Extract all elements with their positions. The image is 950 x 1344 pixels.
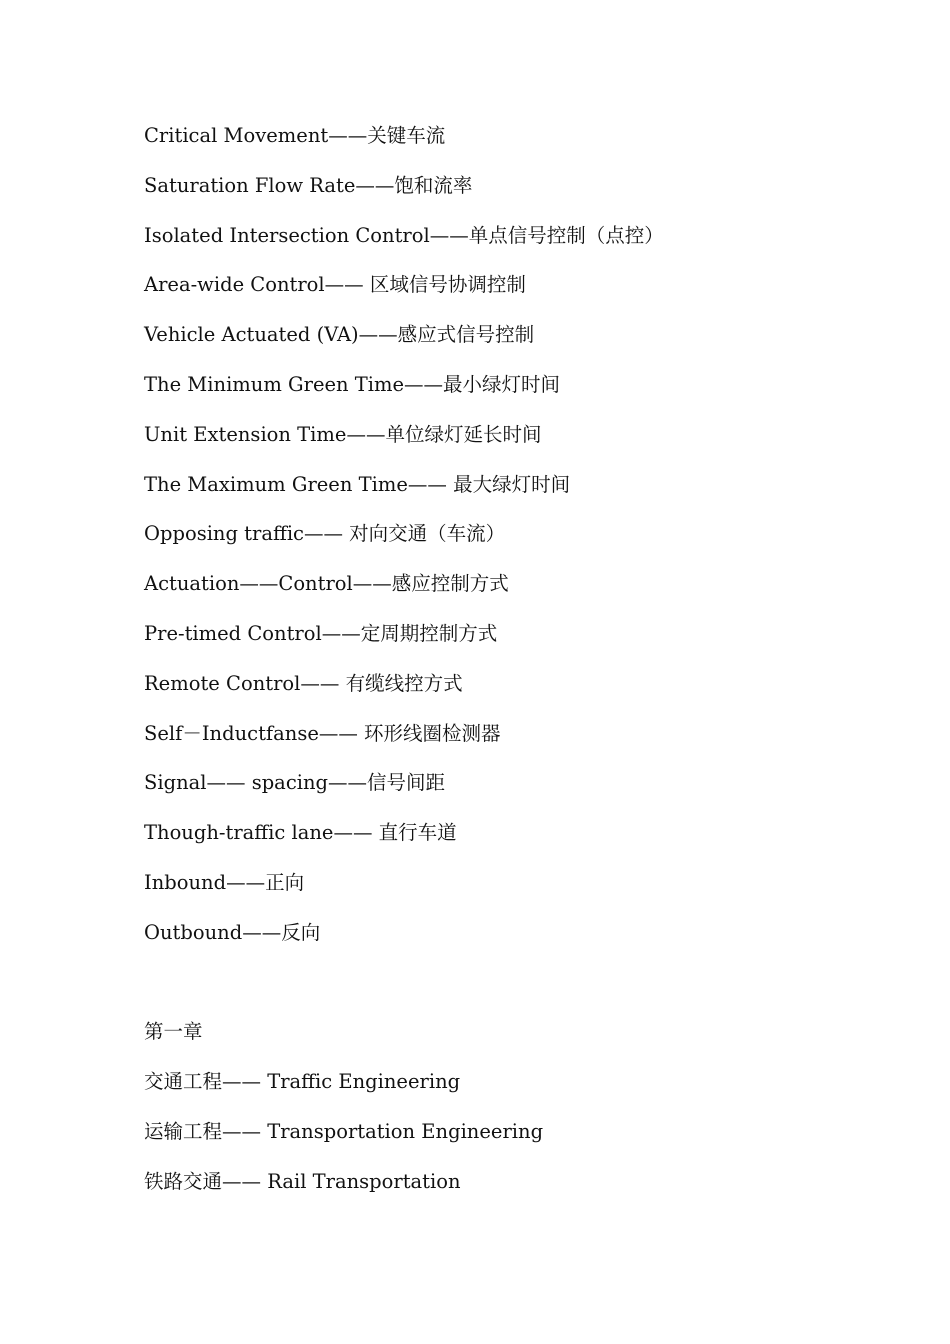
- glossary-line: Remote Control—— 有缆线控方式: [144, 671, 463, 695]
- glossary-line: Inbound——正向: [144, 870, 305, 894]
- chapter-term-line: 铁路交通—— Rail Transportation: [144, 1169, 461, 1193]
- glossary-line: Self－Inductfanse—— 环形线圈检测器: [144, 721, 501, 745]
- glossary-line: Signal—— spacing——信号间距: [144, 771, 446, 795]
- glossary-line: Though-traffic lane—— 直行车道: [144, 821, 457, 845]
- glossary-line: Vehicle Actuated (VA)——感应式信号控制: [144, 323, 535, 347]
- glossary-line: Critical Movement——关键车流: [144, 124, 446, 147]
- glossary-line: Actuation——Control——感应控制方式: [144, 572, 509, 596]
- glossary-line: The Minimum Green Time——最小绿灯时间: [144, 372, 561, 396]
- glossary-line: Outbound——反向: [144, 920, 321, 944]
- glossary-line: Pre-timed Control——定周期控制方式: [144, 621, 498, 645]
- glossary-line: Isolated Intersection Control——单点信号控制（点控）: [144, 223, 664, 247]
- glossary-line: Opposing traffic—— 对向交通（车流）: [144, 522, 506, 546]
- section-spacer: [144, 967, 904, 1017]
- glossary-line: Unit Extension Time——单位绿灯延长时间: [144, 422, 542, 446]
- chapter-term-line: 运输工程—— Transportation Engineering: [144, 1119, 544, 1143]
- chapter-heading: 第一章: [144, 1020, 203, 1044]
- glossary-line: Saturation Flow Rate——饱和流率: [144, 173, 473, 197]
- glossary-line: The Maximum Green Time—— 最大绿灯时间: [144, 472, 571, 496]
- document-content: [144, 120, 904, 1216]
- glossary-line: Area-wide Control—— 区域信号协调控制: [144, 273, 526, 297]
- chapter-term-line: 交通工程—— Traffic Engineering: [144, 1070, 461, 1094]
